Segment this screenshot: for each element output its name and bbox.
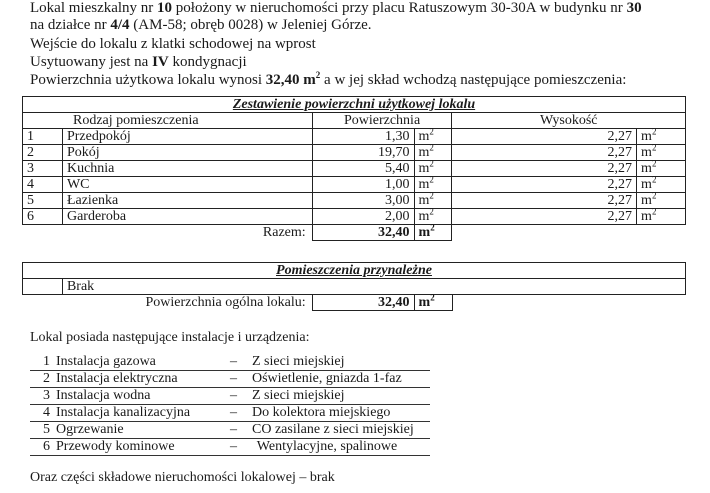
installation-value: Wentylacyjne, spalinowe <box>256 439 398 454</box>
height-unit: $m^2$ <box>637 193 686 209</box>
row-number: 3 <box>23 161 63 177</box>
list-item <box>30 422 430 439</box>
area-table <box>22 96 686 241</box>
building-number: 30 <box>626 0 642 16</box>
room-name: Kuchnia <box>62 161 312 177</box>
list-item <box>30 388 430 405</box>
dash: – <box>230 422 237 437</box>
list-item <box>30 354 430 371</box>
installation-name: Instalacja elektryczna <box>56 371 178 386</box>
installation-name: Instalacja kanalizacyjna <box>56 405 191 420</box>
installation-value: Z sieci miejskiej <box>252 388 345 403</box>
overall-area-unit: $m^2$ <box>414 295 452 311</box>
height-unit: $m^2$ <box>637 161 686 177</box>
usable-area: 32,40 m <box>265 72 316 88</box>
room-name: WC <box>62 177 312 193</box>
header-line-3: Wejście do lokalu z klatki schodowej na wprost <box>30 36 316 52</box>
room-name: Pokój <box>62 145 312 161</box>
col-header-area: Powierzchnia <box>312 113 452 129</box>
area-unit: $m^2$ <box>414 129 452 145</box>
room-area: 1,30 <box>312 129 414 145</box>
room-area: 3,00 <box>312 193 414 209</box>
floor-number: IV <box>152 54 169 70</box>
table-row <box>23 177 686 193</box>
item-number: 5 <box>43 422 50 437</box>
overall-area-label: Powierzchnia ogólna lokalu: <box>145 294 306 310</box>
header-text: (AM-58; obręb 0028) w Jeleniej Górze. <box>129 17 372 33</box>
room-name: Garderoba <box>62 209 312 225</box>
total-label: Razem: <box>262 224 306 240</box>
height-unit: $m^2$ <box>637 145 686 161</box>
room-height: 2,27 <box>452 145 637 161</box>
unit-superscript: 2 <box>315 70 321 80</box>
room-name: Łazienka <box>62 193 312 209</box>
list-item <box>30 405 430 422</box>
installation-value: CO zasilane z sieci miejskiej <box>252 422 414 437</box>
plot-number: 4/4 <box>110 17 130 33</box>
appurtenant-title: Pomieszczenia przynależne <box>23 263 686 279</box>
area-unit: $m^2$ <box>414 161 452 177</box>
header-text: kondygnacji <box>168 54 247 70</box>
room-area: 19,70 <box>312 145 414 161</box>
installation-name: Instalacja gazowa <box>56 354 156 369</box>
installation-name: Ogrzewanie <box>56 422 124 437</box>
col-header-room: Rodzaj pomieszczenia <box>23 113 313 129</box>
installations-intro: Lokal posiada następujące instalacje i urządzenia: <box>30 330 310 345</box>
table-row <box>23 145 686 161</box>
height-unit: $m^2$ <box>637 177 686 193</box>
item-number: 4 <box>43 405 50 420</box>
installation-name: Instalacja wodna <box>56 388 151 403</box>
installations-list <box>30 354 430 456</box>
item-number: 3 <box>43 388 50 403</box>
appurtenant-item: Brak <box>62 279 685 295</box>
installation-value: Z sieci miejskiej <box>252 354 345 369</box>
item-number: 1 <box>43 354 50 369</box>
header-line-1 <box>30 0 642 16</box>
room-height: 2,27 <box>452 129 637 145</box>
header-line-2 <box>30 17 372 33</box>
room-area: 5,40 <box>312 161 414 177</box>
room-area: 1,00 <box>312 177 414 193</box>
area-unit: $m^2$ <box>414 145 452 161</box>
header-text: Powierzchnia użytkowa lokalu wynosi <box>30 72 266 88</box>
table-row <box>23 129 686 145</box>
table-row <box>23 161 686 177</box>
total-unit: $m^2$ <box>414 225 452 241</box>
total-area: 32,40 <box>312 225 414 241</box>
room-height: 2,27 <box>452 177 637 193</box>
room-area: 2,00 <box>312 209 414 225</box>
dash: – <box>230 405 237 420</box>
row-number: 6 <box>23 209 63 225</box>
row-number: 5 <box>23 193 63 209</box>
overall-area-value: 32,40 <box>312 295 414 311</box>
room-height: 2,27 <box>452 161 637 177</box>
room-height: 2,27 <box>452 193 637 209</box>
installation-value: Oświetlenie, gniazda 1-faz <box>252 371 402 386</box>
header-text: położony w nieruchomości przy placu Ratuszowym 30-30A w budynku nr <box>172 0 627 16</box>
dash: – <box>230 439 237 454</box>
header-line-5 <box>30 72 626 88</box>
dash: – <box>230 388 237 403</box>
item-number: 6 <box>43 439 50 454</box>
table-row <box>23 193 686 209</box>
height-unit: $m^2$ <box>637 209 686 225</box>
dash: – <box>230 371 237 386</box>
table-row <box>23 209 686 225</box>
list-item <box>30 371 430 388</box>
area-unit: $m^2$ <box>414 193 452 209</box>
appurtenant-table <box>22 262 686 311</box>
header-text: Usytuowany jest na <box>30 54 153 70</box>
area-unit: $m^2$ <box>414 209 452 225</box>
row-number: 2 <box>23 145 63 161</box>
height-unit: $m^2$ <box>637 129 686 145</box>
row-number: 4 <box>23 177 63 193</box>
item-number: 2 <box>43 371 50 386</box>
area-table-title: Zestawienie powierzchni użytkowej lokalu <box>23 97 686 113</box>
header-line-4 <box>30 54 247 70</box>
row-number: 1 <box>23 129 63 145</box>
dash: – <box>230 354 237 369</box>
room-height: 2,27 <box>452 209 637 225</box>
header-text: a w jej skład wchodzą następujące pomieszczenia: <box>320 72 627 88</box>
col-header-height: Wysokość <box>452 113 686 129</box>
installation-value: Do kolektora miejskiego <box>252 405 391 420</box>
apartment-number: 10 <box>157 0 173 16</box>
room-name: Przedpokój <box>62 129 312 145</box>
header-text: Lokal mieszkalny nr <box>30 0 158 16</box>
header-text: na działce nr <box>30 17 111 33</box>
list-item <box>30 439 430 456</box>
footer-note: Oraz części składowe nieruchomości lokalowej – brak <box>30 470 335 485</box>
area-unit: $m^2$ <box>414 177 452 193</box>
installation-name: Przewody kominowe <box>56 439 175 454</box>
